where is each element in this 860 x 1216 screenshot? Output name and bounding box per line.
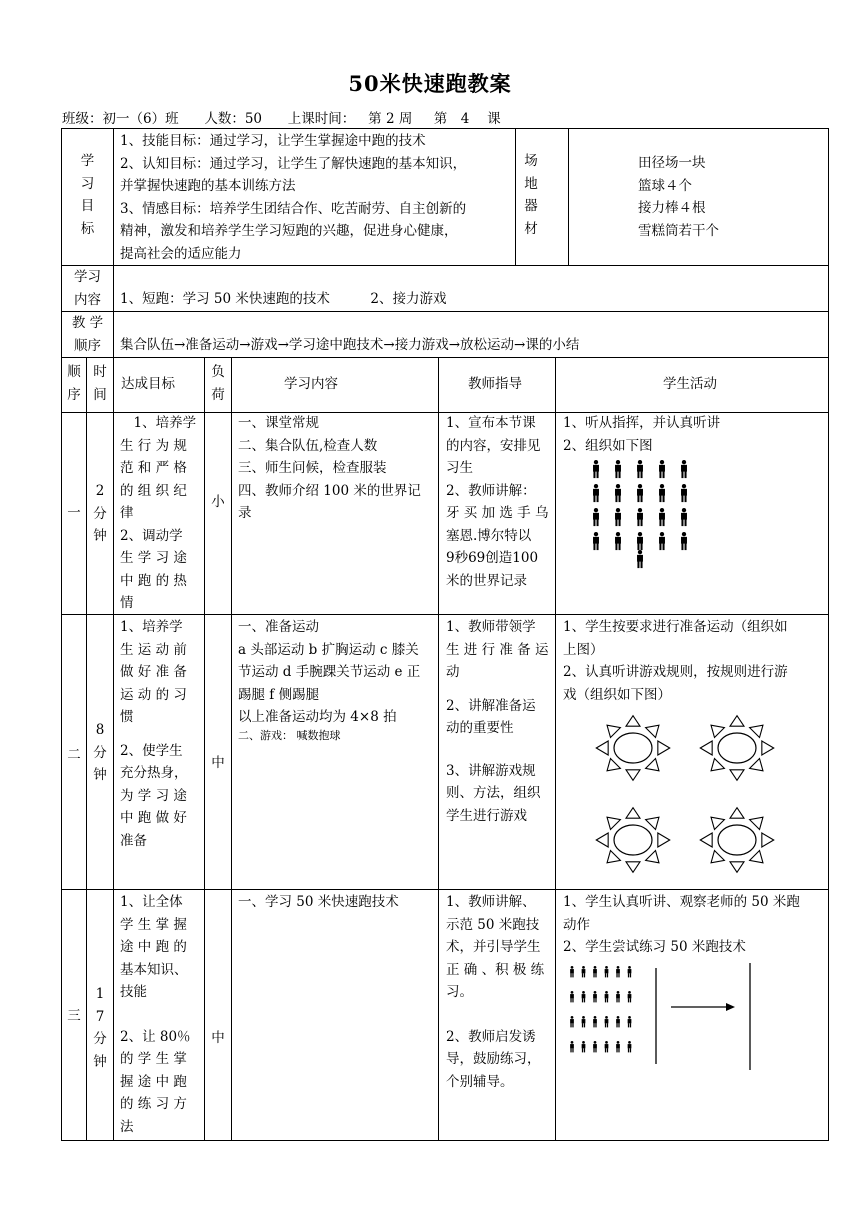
triangle-marker xyxy=(730,808,744,818)
row3-order: 三 xyxy=(67,1008,81,1024)
person-icon xyxy=(616,1041,620,1052)
person-icon xyxy=(582,966,586,977)
person-icon xyxy=(570,1041,574,1052)
count-label: 人数：50 xyxy=(204,111,263,127)
triangle-marker xyxy=(607,851,620,863)
row2-load: 中 xyxy=(211,755,225,771)
header-student: 学生活动 xyxy=(663,376,717,392)
person-icon xyxy=(570,991,574,1002)
circle-formation xyxy=(718,733,756,763)
row2-time: 8 分 钟 xyxy=(93,722,107,783)
row3-time: 1 7 分 钟 xyxy=(93,986,107,1070)
row3-content: 一、学习 50 米快速跑技术 xyxy=(238,894,399,910)
row3-goal: 1、让全体 学 生 掌 握 途 中 跑 的 基本知识、 技能 2、让 80％ 的 学 生 掌 握 途 中 跑 的 练 习 方 法 xyxy=(120,894,191,1135)
header-content: 学习内容 xyxy=(284,376,338,392)
triangle-marker xyxy=(646,759,659,771)
circle-formation xyxy=(614,733,652,763)
person-icon xyxy=(637,508,643,526)
person-icon xyxy=(593,508,599,526)
person-icon xyxy=(582,1016,586,1027)
row1-load: 小 xyxy=(211,494,225,510)
circle-formation xyxy=(718,825,756,855)
objectives-text: 1、技能目标：通过学习，让学生掌握途中跑的技术 2、认知目标：通过学习，让学生了解快速跑的基本知识， 并掌握快速跑的基本训练方法 3、情感目标：培养学生团结合作、吃苦耐劳、自主创新的 精神，激发和培养学生学习短跑的兴趣，促进身心健康， 提高社会的适应能力 xyxy=(120,133,467,262)
class-info xyxy=(62,107,501,127)
person-icon xyxy=(637,484,643,502)
triangle-marker xyxy=(711,851,724,863)
person-icon xyxy=(681,460,687,478)
triangle-marker xyxy=(762,833,774,847)
triangle-marker xyxy=(762,741,774,755)
triangle-marker xyxy=(700,741,712,755)
objectives-header: 学 习 目 标 xyxy=(80,153,95,237)
person-icon xyxy=(616,991,620,1002)
triangle-marker xyxy=(730,770,744,780)
lesson-label: 第 4 课 xyxy=(433,111,501,127)
triangle-marker xyxy=(700,833,712,847)
person-icon xyxy=(615,532,621,550)
person-icon xyxy=(615,484,621,502)
circle-formation xyxy=(614,825,652,855)
triangle-marker xyxy=(750,725,763,737)
row1-teacher: 1、宣布本节课 的内容，安排见 习生 2、教师讲解： 牙 买 加 选 手 乌 塞恩.博尔特以 9秒69创造100 米的世界记录 xyxy=(446,415,549,589)
triangle-marker xyxy=(607,725,620,737)
time-label: 上课时间： xyxy=(287,111,356,127)
triangle-marker xyxy=(711,725,724,737)
person-icon xyxy=(593,532,599,550)
row1-student: 1、听从指挥，并认真听讲 2、组织如下图 xyxy=(563,415,721,454)
person-icon xyxy=(605,1016,609,1027)
person-icon xyxy=(637,550,643,568)
header-teacher: 教师指导 xyxy=(468,376,522,392)
arrow-head xyxy=(726,1003,735,1011)
row1-content: 一、课堂常规 二、集合队伍,检查人数 三、师生问候，检查服装 四、教师介绍 100 米的世界记 录 xyxy=(238,415,421,521)
row2-goal: 1、培养学 生 运 动 前 做 好 准 备 运 动 的 习 惯 2、使学生 充分热身， 为 学 习 途 中 跑 做 好 准备 xyxy=(120,619,188,849)
person-icon xyxy=(593,966,597,977)
triangle-marker xyxy=(730,862,744,872)
person-icon xyxy=(582,1041,586,1052)
person-icon xyxy=(637,532,643,550)
person-icon xyxy=(615,508,621,526)
triangle-marker xyxy=(646,725,659,737)
person-icon xyxy=(681,508,687,526)
person-icon xyxy=(605,966,609,977)
person-icon xyxy=(582,991,586,1002)
person-icon xyxy=(628,1016,632,1027)
row2-teacher: 1、教师带领学 生 进 行 准 备 运 动 2、讲解准备运 动的重要性 3、讲解游戏规 则、方法，组织 学生进行游戏 xyxy=(446,619,549,824)
person-icon xyxy=(659,460,665,478)
row3-teacher: 1、教师讲解、 示范 50 米跑技 术，并引导学生 正 确 、积 极 练 习。 2、教师启发诱 导，鼓励练习， 个别辅导。 xyxy=(446,894,545,1090)
person-icon xyxy=(593,1016,597,1027)
person-icon xyxy=(628,966,632,977)
venue-header: 场 地 器 材 xyxy=(524,153,538,237)
person-icon xyxy=(605,1041,609,1052)
content-header: 学习 内容 xyxy=(74,269,101,308)
row2-order: 二 xyxy=(67,747,81,763)
person-icon xyxy=(659,484,665,502)
row1-time: 2 分 钟 xyxy=(93,483,107,544)
sun-game-diagram xyxy=(592,710,792,880)
row1-goal: 1、培养学 生 行 为 规 范 和 严 格 的 组 织 纪 律 2、调动学 生 学 习 途 中 跑 的 热 情 xyxy=(120,415,197,611)
content-text: 1、短跑：学习 50 米快速跑的技术 2、接力游戏 xyxy=(120,291,447,307)
person-icon xyxy=(616,966,620,977)
triangle-marker xyxy=(607,817,620,829)
person-icon xyxy=(681,532,687,550)
triangle-marker xyxy=(658,741,670,755)
row1-order: 一 xyxy=(67,505,81,521)
triangle-marker xyxy=(626,808,640,818)
triangle-marker xyxy=(750,817,763,829)
person-icon xyxy=(616,1016,620,1027)
header-goal: 达成目标 xyxy=(121,376,175,392)
triangle-marker xyxy=(730,716,744,726)
triangle-marker xyxy=(658,833,670,847)
triangle-marker xyxy=(626,862,640,872)
header-load: 负 荷 xyxy=(211,364,225,403)
person-icon xyxy=(593,460,599,478)
sequence-text: 集合队伍→准备运动→游戏→学习途中跑技术→接力游戏→放松运动→课的小结 xyxy=(120,337,580,353)
person-icon xyxy=(605,991,609,1002)
page-title: 50米快速跑教案 xyxy=(348,71,512,96)
sprint-practice-diagram xyxy=(563,960,763,1070)
person-icon xyxy=(593,1041,597,1052)
triangle-marker xyxy=(711,817,724,829)
person-icon xyxy=(570,966,574,977)
triangle-marker xyxy=(646,817,659,829)
week-label: 第 2 周 xyxy=(368,111,413,127)
person-icon xyxy=(615,460,621,478)
person-icon xyxy=(593,991,597,1002)
formation-diagram xyxy=(588,456,698,571)
row2-content: 一、准备运动 a 头部运动 b 扩胸运动 c 膝关 节运动 d 手腕踝关节运动 e 正 踢腿 f 侧踢腿 以上准备运动均为 4×8 拍 二、游戏： 喊数抱球 xyxy=(238,619,421,742)
triangle-marker xyxy=(750,759,763,771)
triangle-marker xyxy=(711,759,724,771)
person-icon xyxy=(681,484,687,502)
person-icon xyxy=(593,484,599,502)
class-label: 班级：初一（6）班 xyxy=(62,111,179,127)
triangle-marker xyxy=(646,851,659,863)
header-time: 时 间 xyxy=(93,364,107,403)
row3-student: 1、学生认真听讲、观察老师的 50 米跑 动作 2、学生尝试练习 50 米跑技术 xyxy=(563,894,800,955)
sequence-header: 教 学 顺序 xyxy=(71,315,104,354)
person-icon xyxy=(659,508,665,526)
triangle-marker xyxy=(626,770,640,780)
venue-list: 田径场一块 篮球４个 接力棒４根 雪糕筒若干个 xyxy=(638,155,719,239)
person-icon xyxy=(628,1041,632,1052)
triangle-marker xyxy=(626,716,640,726)
person-icon xyxy=(659,532,665,550)
person-icon xyxy=(637,460,643,478)
row2-student: 1、学生按要求进行准备运动（组织如 上图） 2、认真听讲游戏规则，按规则进行游 戏（组织如下图） xyxy=(563,619,788,703)
triangle-marker xyxy=(596,833,608,847)
triangle-marker xyxy=(607,759,620,771)
person-icon xyxy=(570,1016,574,1027)
header-order: 顺 序 xyxy=(67,364,81,403)
triangle-marker xyxy=(596,741,608,755)
row3-load: 中 xyxy=(211,1030,225,1046)
triangle-marker xyxy=(750,851,763,863)
person-icon xyxy=(628,991,632,1002)
